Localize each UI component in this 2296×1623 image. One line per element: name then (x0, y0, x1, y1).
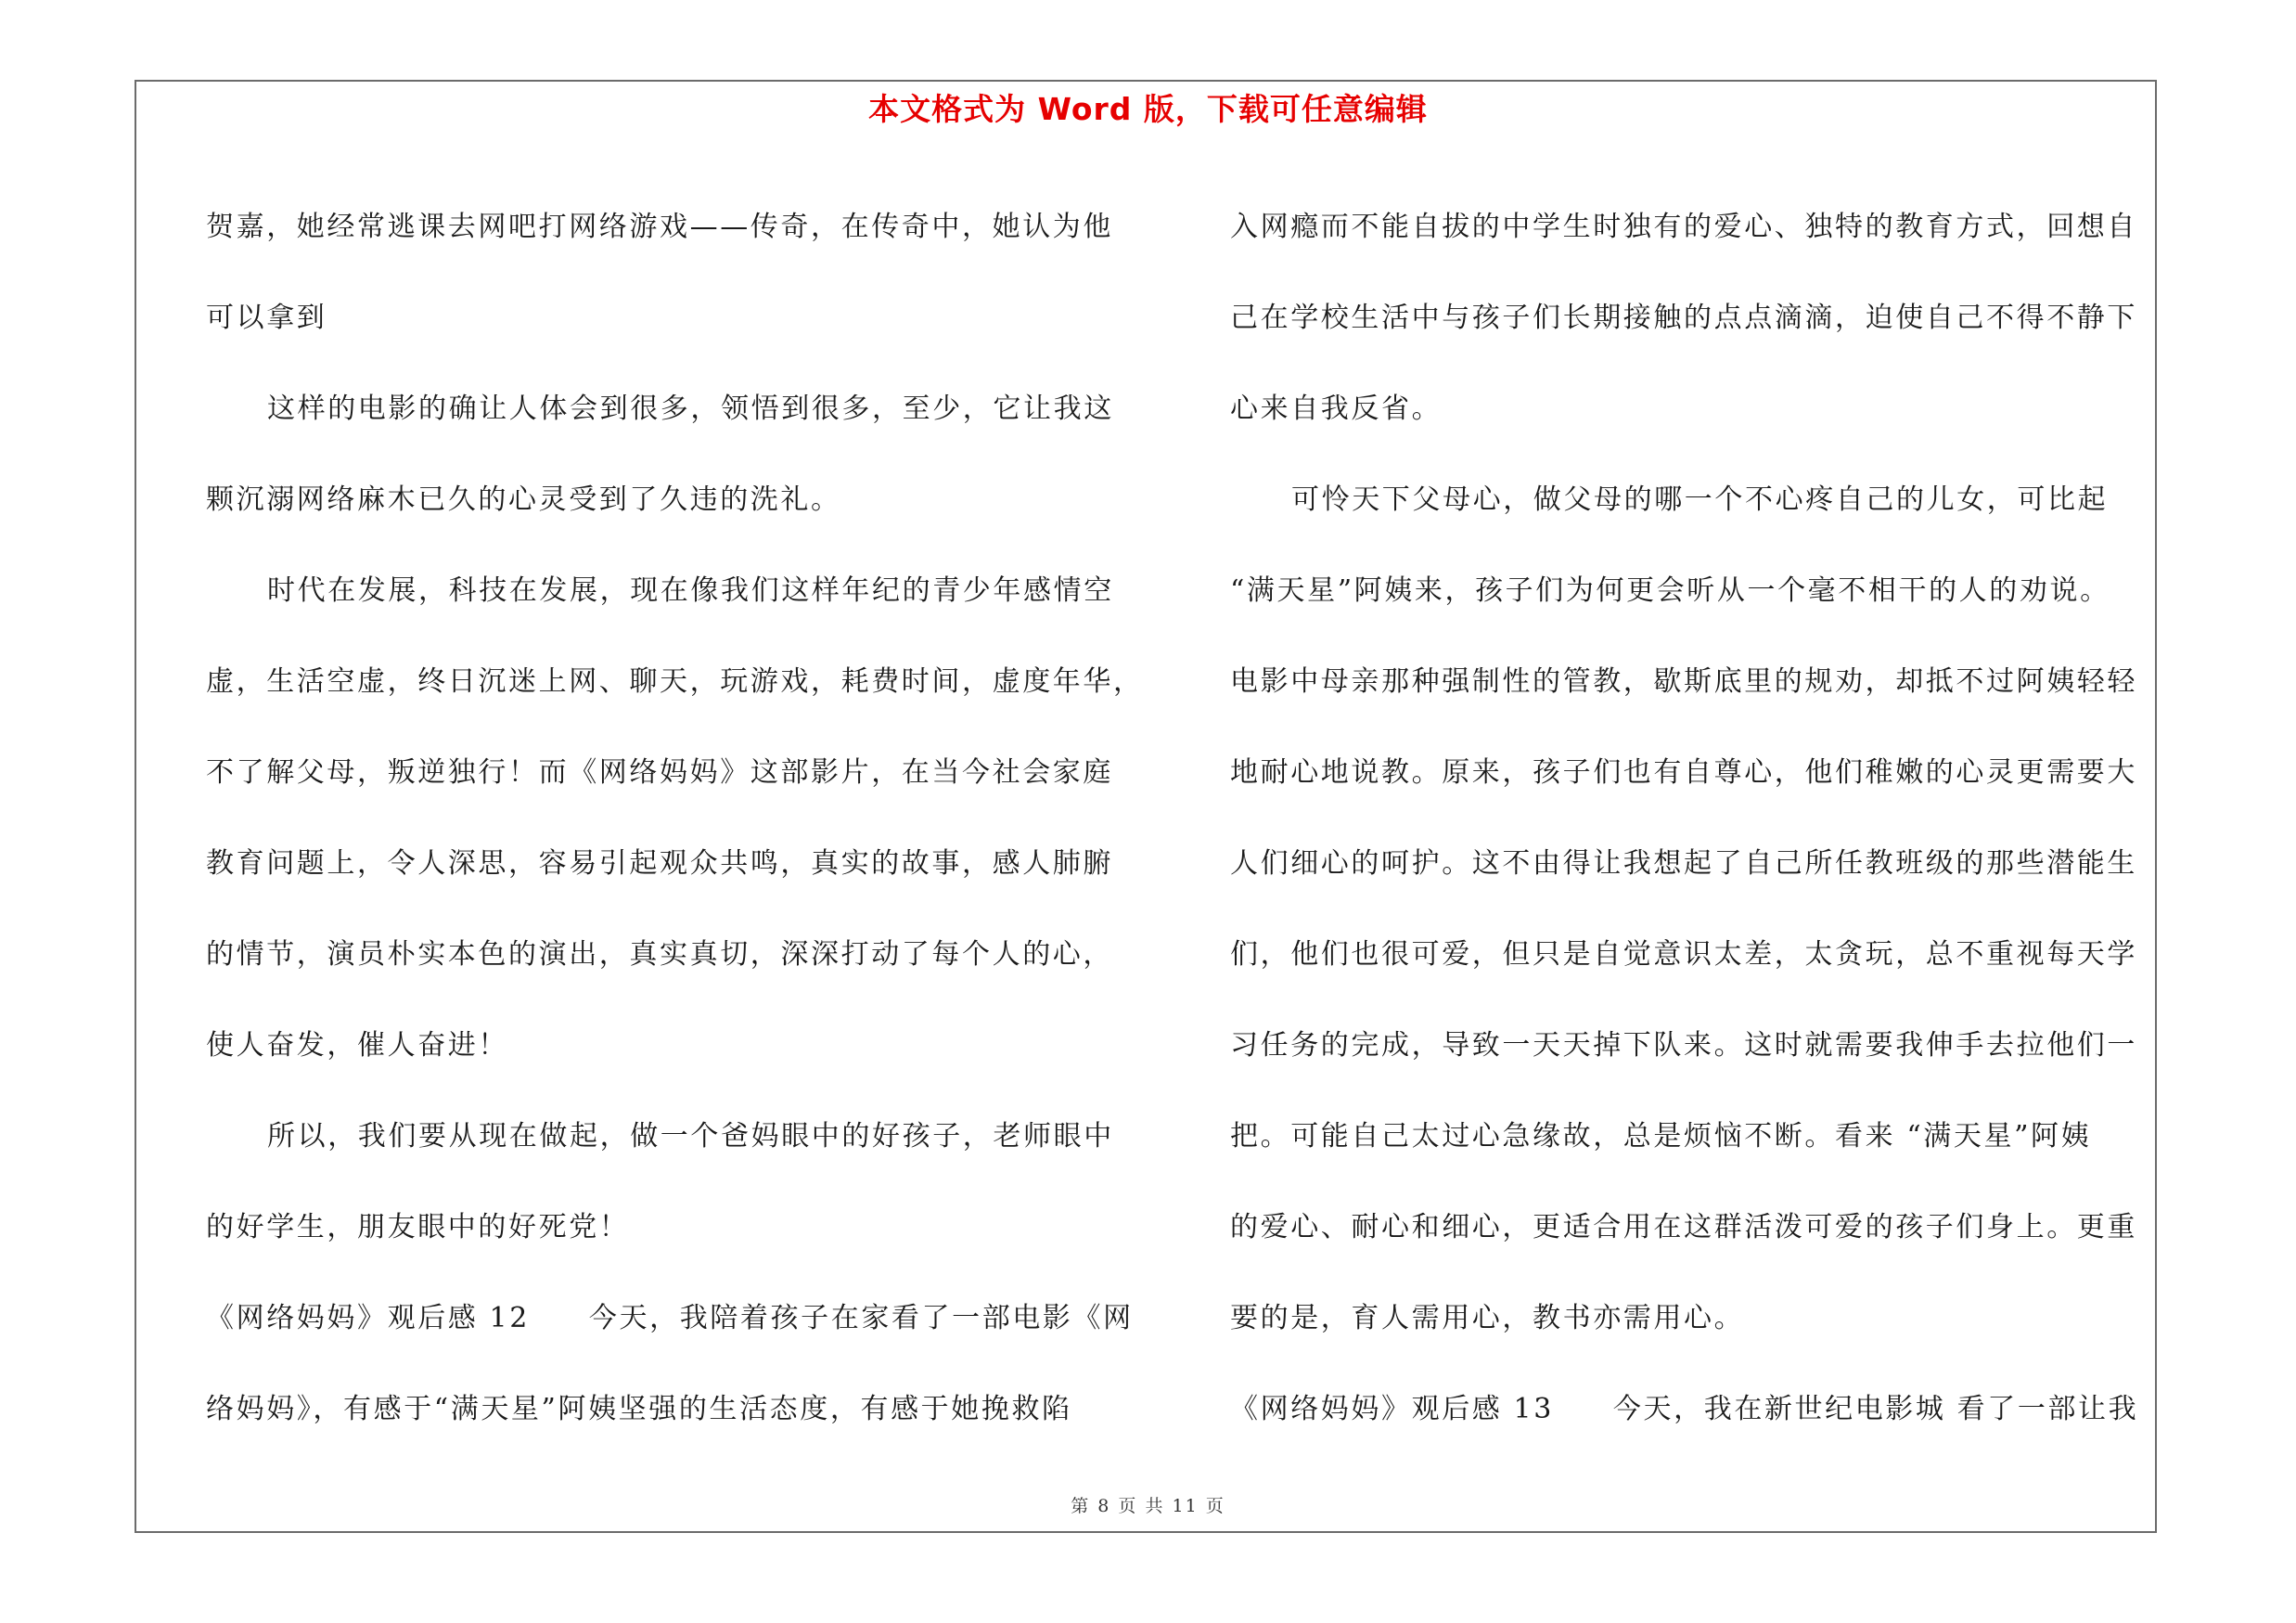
paragraph-line: 虚，生活空虚，终日沉迷上网、聊天，玩游戏，耗费时间，虚度年华， (206, 665, 1144, 698)
essay-heading-12: 《网络妈妈》观后感 12 (206, 1302, 530, 1334)
paragraph-line: 的情节，演员朴实本色的演出，真实真切，深深打动了每个人的心， (206, 938, 1113, 971)
paragraph-line: 己在学校生活中与孩子们长期接触的点点滴滴，迫使自己不得不静下 (1230, 302, 2137, 334)
paragraph-line: 教育问题上，令人深思，容易引起观众共鸣，真实的故事，感人肺腑 (206, 847, 1113, 880)
paragraph-line: 颗沉溺网络麻木已久的心灵受到了久违的洗礼。 (206, 483, 841, 516)
paragraph-line: 的爱心、耐心和细心，更适合用在这群活泼可爱的孩子们身上。更重 (1230, 1211, 2137, 1243)
essay-heading-line (1230, 1364, 2158, 1455)
essay-heading-13: 《网络妈妈》观后感 13 (1230, 1393, 1554, 1425)
paragraph-line: 心来自我反省。 (1230, 393, 1443, 425)
paragraph-line: 的好学生，朋友眼中的好死党！ (206, 1211, 630, 1243)
paragraph-line: 时代在发展，科技在发展，现在像我们这样年纪的青少年感情空 (267, 574, 1114, 607)
paragraph-line: 可怜天下父母心，做父母的哪一个不心疼自己的儿女，可比起 (1291, 483, 2109, 516)
essay-heading-line (206, 1273, 1134, 1364)
paragraph-line: 们，他们也很可爱，但只是自觉意识太差，太贪玩，总不重视每天学 (1230, 938, 2137, 971)
right-text-column (1230, 182, 2158, 1455)
paragraph-line: 这样的电影的确让人体会到很多，领悟到很多，至少，它让我这 (267, 393, 1114, 425)
paragraph-line: 电影中母亲那种强制性的管教，歇斯底里的规劝，却抵不过阿姨轻轻 (1230, 665, 2137, 698)
word-format-banner: 本文格式为 Word 版，下载可任意编辑 (868, 91, 1428, 127)
paragraph-line: 不了解父母，叛逆独行！而《网络妈妈》这部影片，在当今社会家庭 (206, 756, 1113, 789)
paragraph-line: 把。可能自己太过心急缘故，总是烦恼不断。看来 “满天星”阿姨 (1230, 1120, 2092, 1153)
paragraph-line: 人们细心的呵护。这不由得让我想起了自己所任教班级的那些潜能生 (1230, 847, 2137, 880)
paragraph-line: 贺嘉，她经常逃课去网吧打网络游戏——传奇，在传奇中，她认为他 (206, 211, 1113, 243)
paragraph-line: 习任务的完成，导致一天天掉下队来。这时就需要我伸手去拉他们一 (1230, 1029, 2137, 1062)
paragraph-line: “满天星”阿姨来，孩子们为何更会听从一个毫不相干的人的劝说。 (1230, 574, 2110, 607)
paragraph-text: 今天，我在新世纪电影城 看了一部让我 (1612, 1393, 2139, 1425)
page-number-footer: 第 8 页 共 11 页 (1071, 1496, 1225, 1516)
paragraph-line: 络妈妈》，有感于“满天星”阿姨坚强的生活态度，有感于她挽救陷 (206, 1393, 1072, 1425)
left-text-column (206, 182, 1144, 1455)
paragraph-line: 入网瘾而不能自拔的中学生时独有的爱心、独特的教育方式，回想自 (1230, 211, 2137, 243)
paragraph-line: 要的是，育人需用心，教书亦需用心。 (1230, 1302, 1745, 1334)
paragraph-line: 所以，我们要从现在做起，做一个爸妈眼中的好孩子，老师眼中 (267, 1120, 1114, 1153)
paragraph-text: 今天，我陪着孩子在家看了一部电影《网 (588, 1302, 1134, 1334)
paragraph-line: 可以拿到 (206, 302, 327, 334)
paragraph-line: 使人奋发，催人奋进！ (206, 1029, 508, 1062)
paragraph-line: 地耐心地说教。原来，孩子们也有自尊心，他们稚嫩的心灵更需要大 (1230, 756, 2137, 789)
